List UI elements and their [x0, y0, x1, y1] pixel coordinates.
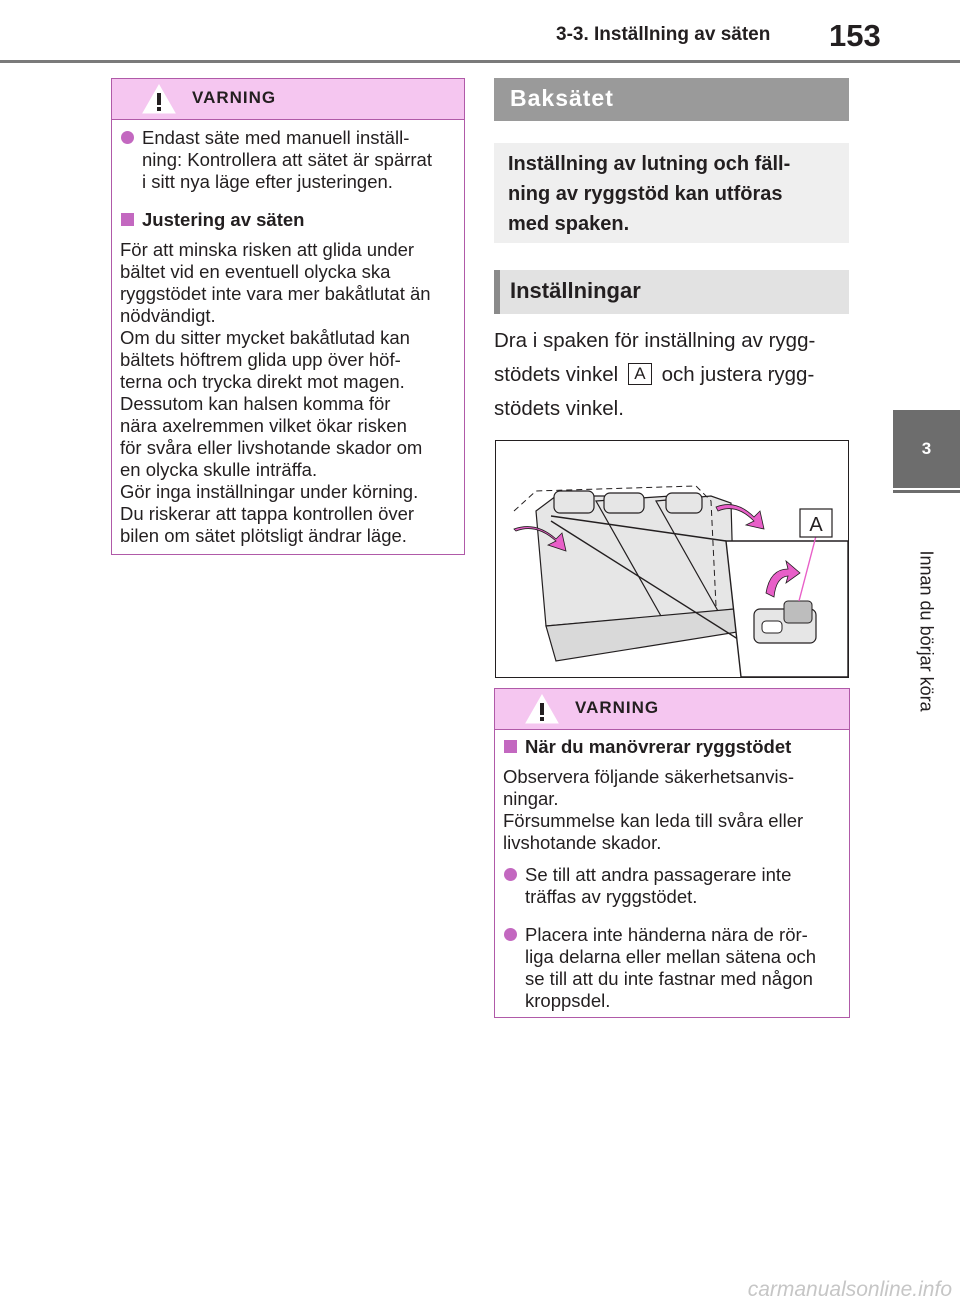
warning-box-right — [494, 688, 850, 1018]
warning-bullet: Se till att andra passagerare inte träffas av ryggstödet. — [503, 864, 843, 908]
warning-title: VARNING — [192, 88, 277, 107]
warning-bullet: Placera inte händerna nära de rör- liga delarna eller mellan sätena och se till att du inte fastnar med någon kroppsdel. — [503, 924, 843, 1012]
square-bullet-icon — [121, 213, 134, 226]
chapter-tab-line — [893, 490, 960, 493]
rear-seat-drawing — [496, 441, 848, 677]
section-heading: Baksätet — [494, 78, 849, 121]
page-number: 153 — [829, 18, 881, 53]
warning-paragraph: För att minska risken att glida under bältet vid en eventuell olycka ska ryggstödet inte vara mer bakåtlutat än nödvändigt. Om du sitter mycket bakåtlutad kan bältets höftrem glida upp över höf- terna och trycka direkt mot magen. Dessutom kan halsen komma för nära axelremmen vilket ökar risken för svåra eller livshotande skador om en olycka skulle inträffa. Gör inga inställningar under körning. Du riskerar att tappa kontrollen över bilen om sätet plötsligt ändrar läge. — [120, 239, 431, 546]
bullet-dot-icon — [504, 868, 517, 881]
bullet-dot-icon — [504, 928, 517, 941]
warning-bullet: Endast säte med manuell inställ- ning: Kontrollera att sätet är spärrat i sitt nya läge efter justeringen. — [120, 127, 460, 193]
subsection-heading: Inställningar — [494, 270, 849, 314]
instruction-text: Dra i spaken för inställning av rygg- stödets vinkel A och justera rygg- stödets vinkel. — [494, 329, 816, 420]
bullet-dot-icon — [121, 131, 134, 144]
warning-triangle-icon — [142, 84, 176, 114]
warning-triangle-icon — [525, 694, 559, 724]
chapter-tab[interactable]: 3 — [893, 410, 960, 488]
heading-accent-bar — [494, 270, 500, 314]
illustration-label-a: A — [809, 514, 823, 536]
warning-subheading: Justering av säten — [120, 209, 460, 231]
warning-subheading: När du manövrerar ryggstödet — [503, 736, 843, 758]
warning-header — [495, 689, 849, 730]
warning-title: VARNING — [575, 698, 660, 717]
square-bullet-icon — [504, 740, 517, 753]
chapter-label: Innan du börjar köra — [916, 550, 937, 712]
warning-header — [112, 79, 464, 120]
seat-illustration — [495, 440, 849, 678]
section-title: 3-3. Inställning av säten — [556, 24, 771, 45]
warning-paragraph: Observera följande säkerhetsanvis- ningar. Försummelse kan leda till svåra eller livshotande skador. — [503, 766, 804, 853]
header-rule — [0, 60, 960, 63]
intro-box: Inställning av lutning och fäll- ning av ryggstöd kan utföras med spaken. — [494, 143, 849, 243]
watermark: carmanualsonline.info — [747, 1278, 952, 1301]
warning-box-left — [111, 78, 465, 555]
callout-label-a: A — [628, 363, 652, 385]
